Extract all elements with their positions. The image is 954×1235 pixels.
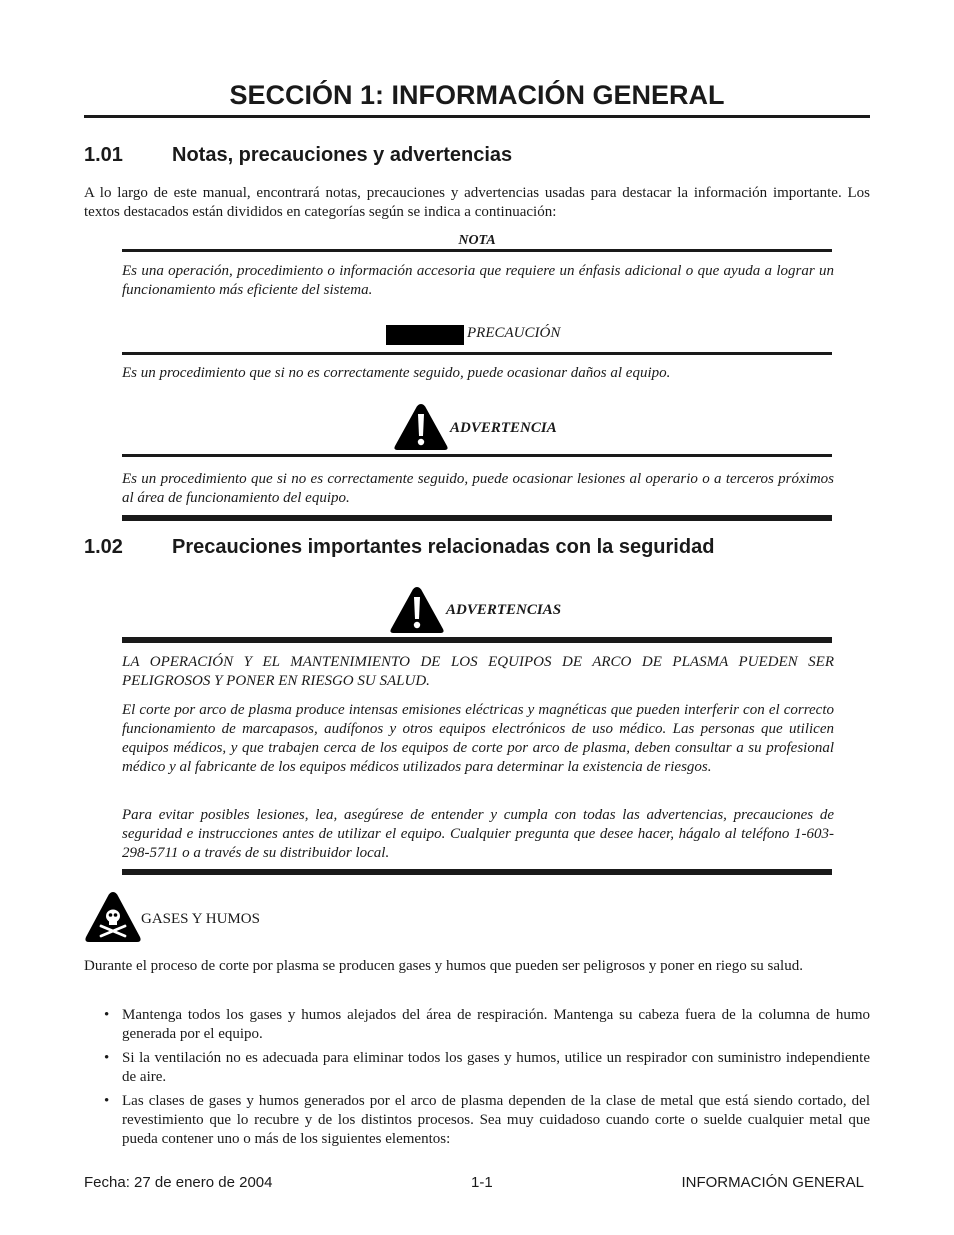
- footer-section: INFORMACIÓN GENERAL: [681, 1174, 864, 1191]
- advertencia-label: ADVERTENCIA: [450, 420, 557, 436]
- warning-icon: [393, 402, 449, 452]
- section-number: 1.01: [84, 144, 123, 166]
- section-heading-1-01: [84, 144, 512, 167]
- page-title: SECCIÓN 1: INFORMACIÓN GENERAL: [229, 80, 725, 110]
- gases-bullet-list: [100, 1006, 870, 1154]
- precaucion-text: Es un procedimiento que si no es correctamente seguido, puede ocasionar daños al equipo.: [122, 365, 671, 381]
- precaucion-label: PRECAUCIÓN: [467, 325, 561, 341]
- footer-page-number: 1-1: [471, 1174, 493, 1191]
- advertencia-divider: [122, 454, 832, 457]
- advertencias-caps-text: LA OPERACIÓN Y EL MANTENIMIENTO DE LOS EQUIPOS DE ARCO DE PLASMA PUEDEN SER PELIGROSOS Y PONER EN RIESGO SU SALUD.: [122, 654, 834, 689]
- list-item: • Las clases de gases y humos generados por el arco de plasma dependen de la clase de metal que está siendo cortado, del revestimiento que lo recubre y de los distintos procesos. Sea muy cuidadoso cuando corte o suelde cualquier metal que pueda contener uno o más de los siguientes elementos:: [100, 1092, 870, 1149]
- list-item: • Mantenga todos los gases y humos alejados del área de respiración. Mantenga su cabeza fuera de la columna de humo generada por el equipo.: [100, 1006, 870, 1044]
- title-divider: [84, 115, 870, 118]
- gases-intro: Durante el proceso de corte por plasma se producen gases y humos que pueden ser peligrosos y poner en riego su salud.: [84, 958, 803, 974]
- footer-date: Fecha: 27 de enero de 2004: [84, 1174, 273, 1191]
- advertencias-label: ADVERTENCIAS: [446, 602, 562, 618]
- section-number: 1.02: [84, 536, 123, 558]
- nota-label: NOTA: [458, 233, 496, 248]
- intro-paragraph: A lo largo de este manual, encontrará notas, precauciones y advertencias usadas para destacar la información importante. Los textos destacados están divididos en categorías según se indica a continuación:: [84, 185, 870, 220]
- skull-crossbones-icon: [84, 890, 142, 944]
- list-item: • Si la ventilación no es adecuada para eliminar todos los gases y humos, utilice un respirador con suministro independiente de aire.: [100, 1049, 870, 1087]
- advertencias-bottom-rule: [122, 869, 832, 875]
- advertencias-medical-text: El corte por arco de plasma produce intensas emisiones eléctricas y magnéticas que pueden interferir con el correcto funcionamiento de marcapasos, audífonos y otros equipos electrónicos de uso médico. Las personas que utilicen equipos médicos, y que trabajen cerca de los equipos de corte por arco de plasma, deben consultar a su profesional médico y al fabricante de los equipos médicos utilizados para determinar la existencia de riesgos.: [122, 702, 834, 775]
- advertencia-text: Es un procedimiento que si no es correctamente seguido, puede ocasionar lesiones al operario o a terceros próximos al área de funcionamiento del equipo.: [122, 471, 834, 506]
- section-heading-1-02: [84, 536, 714, 559]
- nota-text: Es una operación, procedimiento o información accesoria que requiere un énfasis adicional o que ayuda a lograr un funcionamiento más eficiente del sistema.: [122, 263, 834, 298]
- section-heading-text: Precauciones importantes relacionadas con la seguridad: [172, 536, 715, 558]
- gases-label: GASES Y HUMOS: [141, 911, 260, 927]
- advertencias-contact-text: Para evitar posibles lesiones, lea, asegúrese de entender y cumpla con todas las advertencias, precauciones de seguridad e instrucciones antes de utilizar el equipo. Cualquier pregunta que desee hacer, hágalo al teléfono 1-603-298-5711 o a través de su distribuidor local.: [122, 807, 834, 861]
- warning-icon: [389, 585, 445, 635]
- advertencias-divider: [122, 637, 832, 643]
- section-heading-text: Notas, precauciones y advertencias: [172, 144, 513, 166]
- advertencia-bottom-rule: [122, 515, 832, 521]
- caution-icon: [386, 325, 464, 345]
- nota-divider: [122, 249, 832, 252]
- precaucion-divider: [122, 352, 832, 355]
